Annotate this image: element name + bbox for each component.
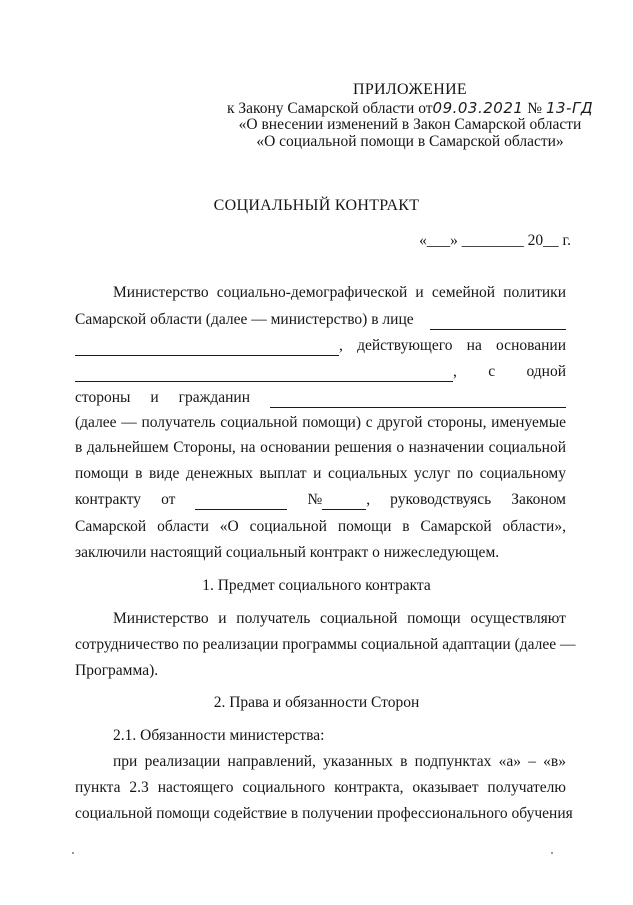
section-1-line-1: Министерство и получатель социальной помощи осуществляют (113, 610, 566, 627)
representative-name-blank (430, 314, 566, 330)
decision-number-blank (322, 494, 366, 510)
contract-title: СОЦИАЛЬНЫЙ КОНТРАКТ (213, 197, 420, 214)
section-2-heading: 2. Права и обязанности Сторон (213, 694, 420, 711)
section-2-line-2: пункта 2.3 настоящего социального контракта, оказывает получателю (75, 779, 566, 796)
preamble-line-5: стороны и гражданин (75, 388, 566, 408)
section-1-heading: 1. Предмет социального контракта (202, 577, 431, 594)
appendix-title: ПРИЛОЖЕНИЕ (352, 81, 467, 98)
preamble-line-6: (далее — получатель социальной помощи) с другой стороны, именуемые (75, 414, 566, 431)
section-1-line-3: Программа). (75, 662, 159, 679)
preamble-line-8: помощи в виде денежных выплат и социальных услуг по социальному (75, 465, 566, 482)
appendix-law-title-line2: «О социальной помощи в Самарской области» (256, 133, 564, 150)
scan-speck (551, 852, 553, 854)
preamble-line-2: Самарской области (далее — министерство) в лице (75, 310, 566, 330)
citizen-name-blank (270, 392, 566, 408)
contract-date-line: «___» ________ 20__ г. (419, 232, 571, 249)
preamble-line-4: , с одной (75, 362, 566, 382)
decision-date-blank (195, 494, 287, 510)
preamble-line-9: контракту от № , руководствуясь Законом (75, 491, 566, 508)
section-1-line-2: сотрудничество по реализации программы социальной адаптации (далее — (75, 636, 576, 653)
preamble-line-1: Министерство социально-демографической и семейной политики (113, 284, 566, 301)
preamble-line-10: Самарской области «О социальной помощи в Самарской области», (75, 518, 566, 535)
appendix-law-title-line1: «О внесении изменений в Закон Самарской области (238, 116, 582, 133)
handwritten-date: 09.03.2021 (432, 99, 524, 117)
section-2-line-3: социальной помощи содействие в получении профессионального обучения (75, 805, 573, 822)
section-2-subheading: 2.1. Обязанности министерства: (113, 727, 325, 744)
handwritten-number: 13-ГД (545, 99, 594, 117)
law-reference-prefix: к Закону Самарской области от (226, 100, 433, 117)
number-sign: № (527, 100, 543, 117)
representative-name-blank-2 (75, 340, 339, 356)
preamble-line-11: заключили настоящий социальный контракт о нижеследующем. (75, 544, 500, 561)
basis-document-blank (75, 366, 453, 382)
preamble-line-7: в дальнейшем Стороны, на основании решения о назначении социальной (75, 439, 566, 456)
section-2-line-1: при реализации направлений, указанных в подпунктах «а» – «в» (113, 753, 566, 770)
preamble-line-3: , действующего на основании (75, 336, 566, 356)
scan-speck (72, 852, 74, 854)
